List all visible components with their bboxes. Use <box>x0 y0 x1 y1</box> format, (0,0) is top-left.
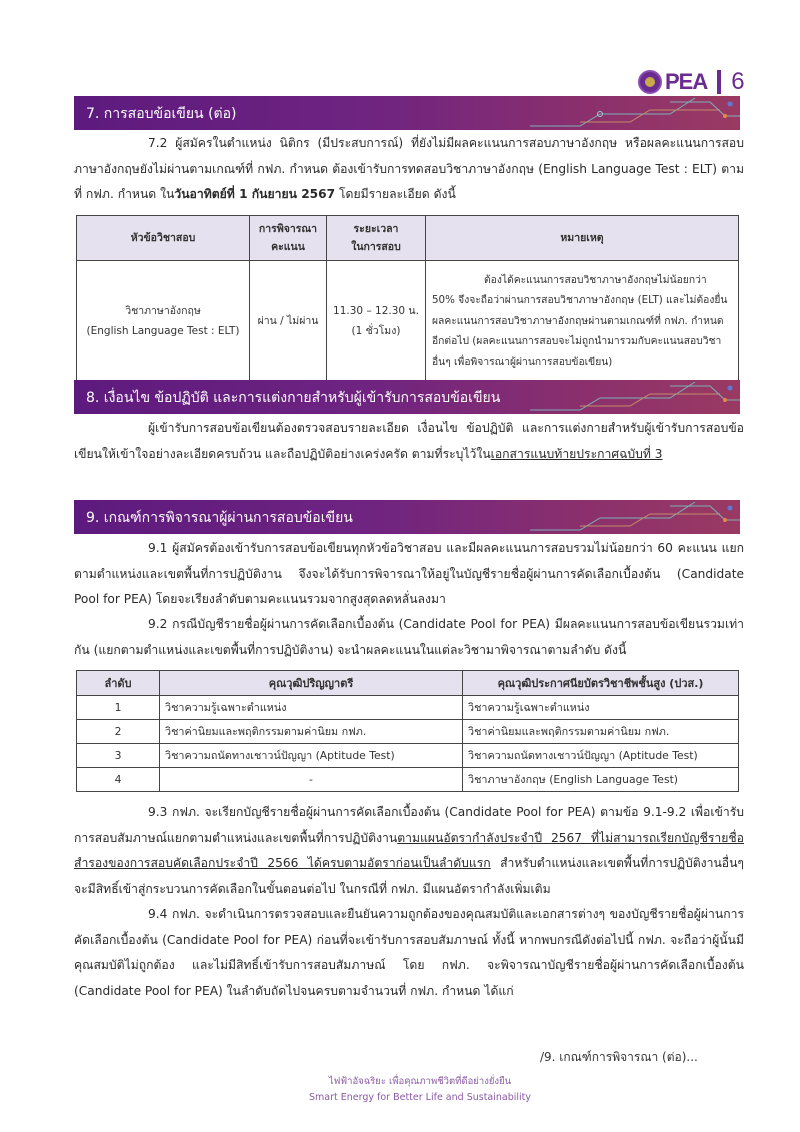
cell-order: 3 <box>77 744 160 768</box>
cell-order: 4 <box>77 768 160 792</box>
header-subject: หัวข้อวิชาสอบ <box>77 216 250 261</box>
tagline-thai: ไฟฟ้าอัจฉริยะ เพื่อคุณภาพชีวิตที่ดีอย่างยั่งยืน <box>328 1076 512 1087</box>
underlined-text: ตามแผนอัตรากำลังประจำปี 2567 ที่ไม่สามารถเรียกบัญชีรายชื่อสำรองของการสอบคัดเลือกประจำปี 2566 ได้ครบตามอัตราก่อนเป็นลำดับแรก <box>74 830 744 870</box>
logo-text: PEA <box>665 69 708 94</box>
footer-tagline <box>290 1074 550 1106</box>
text: ในการสอบ <box>351 241 401 253</box>
text: (1 ชั่วโมง) <box>351 325 401 337</box>
header-bachelor: คุณวุฒิปริญญาตรี <box>160 671 463 696</box>
header-scoring <box>250 216 327 261</box>
circuit-decoration-icon <box>520 96 740 130</box>
text: 7.2 ผู้สมัครในตำแหน่ง นิติกร (มีประสบการณ์) ที่ยังไม่มีผลคะแนนการสอบภาษาอังกฤษ หรือผลคะแนนการสอบภาษาอังกฤษยังไม่ผ่านตามเกณฑ์ที่ กฟภ. กำหนด ต้องเข้ารับการทดสอบวิชาภาษาอังกฤษ (English Language Test : ELT) ตามที่ กฟภ. กำหนด ใน <box>74 136 744 201</box>
tie-break-order-table <box>76 670 739 792</box>
text: วิชาภาษาอังกฤษ <box>125 305 201 317</box>
cell-bachelor: วิชาค่านิยมและพฤติกรรมตามค่านิยม กฟภ. <box>160 720 463 744</box>
elt-exam-table <box>76 215 739 382</box>
text: 9.4 กฟภ. จะดำเนินการตรวจสอบและยืนยันความถูกต้องของคุณสมบัติและเอกสารต่างๆ ของบัญชีรายชื่อผู้ผ่านการคัดเลือกเบื้องต้น (Candidate Pool for PEA) ก่อนที่จะเข้ารับการสอบสัมภาษณ์ ทั้งนี้ หากพบกรณีดังต่อไปนี้ กฟภ. จะถือว่าผู้นั้นมีคุณสมบัติไม่ถูกต้อง และไม่มีสิทธิ์เข้ารับการสอบสัมภาษณ์ โดย กฟภ. จะพิจารณาบัญชีรายชื่อผู้ผ่านการคัดเลือกเบื้องต้น (Candidate Pool for PEA) ในลำดับถัดไปจนครบตามจำนวนที่ กฟภ. กำหนด ได้แก่ <box>74 907 744 998</box>
circuit-decoration-icon <box>520 500 740 534</box>
continued-marker: /9. เกณฑ์การพิจารณา (ต่อ)... <box>540 1050 698 1064</box>
table-row <box>77 744 739 768</box>
section-8-banner <box>74 380 740 414</box>
exam-date: วันอาทิตย์ที่ 1 กันยายน 2567 <box>174 187 336 201</box>
header-duration <box>327 216 426 261</box>
table-header-row <box>77 671 739 696</box>
table-row <box>77 768 739 792</box>
cell-order: 2 <box>77 720 160 744</box>
text: ระยะเวลา <box>353 223 399 235</box>
pea-emblem-icon <box>638 70 662 94</box>
text: สำหรับตำแหน่งและเขตพื้นที่การปฏิบัติงานอื่นๆ จะมีสิทธิ์เข้าสู่กระบวนการคัดเลือกในขั้นตอนต่อไป ในกรณีที่ กฟภ. มีแผนอัตรากำลังเพิ่มเติม <box>74 856 744 896</box>
table-header-row <box>77 216 739 261</box>
paragraph-9-2 <box>74 612 744 663</box>
attachment-reference-link[interactable]: เอกสารแนบท้ายประกาศฉบับที่ 3 <box>490 446 663 461</box>
cell-diploma: วิชาค่านิยมและพฤติกรรมตามค่านิยม กฟภ. <box>463 720 739 744</box>
paragraph-9-4 <box>74 902 744 1004</box>
section-9-banner <box>74 500 740 534</box>
cell-diploma: วิชาความถนัดทางเชาวน์ปัญญา (Aptitude Test) <box>463 744 739 768</box>
cell-time <box>327 261 426 382</box>
table-row <box>77 696 739 720</box>
cell-bachelor: วิชาความรู้เฉพาะตำแหน่ง <box>160 696 463 720</box>
text: 9.3 กฟภ. จะเรียกบัญชีรายชื่อผู้ผ่านการคัดเลือกเบื้องต้น (Candidate Pool for PEA) ตามข้อ 9.1-9.2 เพื่อเข้ารับการสอบสัมภาษณ์แยกตามตำแหน่งและเขตพื้นที่การปฏิบัติงาน <box>74 805 744 845</box>
cell-diploma: วิชาภาษาอังกฤษ (English Language Test) <box>463 768 739 792</box>
text: ผู้เข้ารับการสอบข้อเขียนต้องตรวจสอบรายละเอียด เงื่อนไข ข้อปฏิบัติ และการแต่งกายสำหรับผู้เข้ารับการสอบข้อเขียนให้เข้าใจอย่างละเอียดครบถ้วน และถือปฏิบัติอย่างเคร่งครัด ตามที่ระบุไว้ใน <box>74 421 744 461</box>
pea-logo <box>638 66 745 98</box>
circuit-decoration-icon <box>520 380 740 414</box>
section-title: 8. เงื่อนไข ข้อปฏิบัติ และการแต่งกายสำหรับผู้เข้ารับการสอบข้อเขียน <box>86 390 501 406</box>
paragraph-8 <box>74 416 744 467</box>
header-note: หมายเหตุ <box>426 216 739 261</box>
header-diploma: คุณวุฒิประกาศนียบัตรวิชาชีพชั้นสูง (ปวส.) <box>463 671 739 696</box>
text: ต้องได้คะแนนการสอบวิชาภาษาอังกฤษไม่น้อยกว่า 50% จึงจะถือว่าผ่านการสอบวิชาภาษาอังกฤษ (ELT) และไม่ต้องยื่นผลคะแนนการสอบวิชาภาษาอังกฤษผ่านตามเกณฑ์ที่ กฟภ. กำหนดอีกต่อไป (ผลคะแนนการสอบจะไม่ถูกนำมารวมกับคะแนนสอบวิชาอื่นๆ เพื่อพิจารณาผู้ผ่านการสอบข้อเขียน) <box>432 273 728 368</box>
table-row <box>77 261 739 382</box>
cell-bachelor: - <box>160 768 463 792</box>
text: 11.30 – 12.30 น. <box>333 305 419 317</box>
text: โดยมีรายละเอียด ดังนี้ <box>335 187 456 201</box>
text: คะแนน <box>271 241 305 253</box>
divider <box>717 70 721 94</box>
section-7-banner <box>74 96 740 130</box>
cell-scoring: ผ่าน / ไม่ผ่าน <box>250 261 327 382</box>
text: การพิจารณา <box>258 223 318 235</box>
paragraph-9-1 <box>74 536 744 613</box>
cell-diploma: วิชาความรู้เฉพาะตำแหน่ง <box>463 696 739 720</box>
cell-subject <box>77 261 250 382</box>
cell-bachelor: วิชาความถนัดทางเชาวน์ปัญญา (Aptitude Test) <box>160 744 463 768</box>
text: 9.2 กรณีบัญชีรายชื่อผู้ผ่านการคัดเลือกเบื้องต้น (Candidate Pool for PEA) มีผลคะแนนการสอบข้อเขียนรวมเท่ากัน (แยกตามตำแหน่งและเขตพื้นที่การปฏิบัติงาน) จะนำผลคะแนนในแต่ละวิชามาพิจารณาตามลำดับ ดังนี้ <box>74 617 744 657</box>
paragraph-9-3 <box>74 800 744 902</box>
section-title: 9. เกณฑ์การพิจารณาผู้ผ่านการสอบข้อเขียน <box>86 510 353 526</box>
section-title: 7. การสอบข้อเขียน (ต่อ) <box>86 106 237 122</box>
text: (English Language Test : ELT) <box>86 325 240 337</box>
header-order: ลำดับ <box>77 671 160 696</box>
tagline-english: Smart Energy for Better Life and Sustainability <box>308 1092 532 1103</box>
page-number: 6 <box>731 68 745 95</box>
table-row <box>77 720 739 744</box>
cell-note <box>426 261 739 382</box>
text: 9.1 ผู้สมัครต้องเข้ารับการสอบข้อเขียนทุกหัวข้อวิชาสอบ และมีผลคะแนนการสอบรวมไม่น้อยกว่า 60 คะแนน แยกตามตำแหน่งและเขตพื้นที่การปฏิบัติงาน จึงจะได้รับการพิจารณาให้อยู่ในบัญชีรายชื่อผู้ผ่านการคัดเลือกเบื้องต้น (Candidate Pool for PEA) โดยจะเรียงลำดับตามคะแนนรวมจากสูงสุดลดหลั่นลงมา <box>74 541 744 606</box>
cell-order: 1 <box>77 696 160 720</box>
paragraph-7-2 <box>74 131 744 208</box>
